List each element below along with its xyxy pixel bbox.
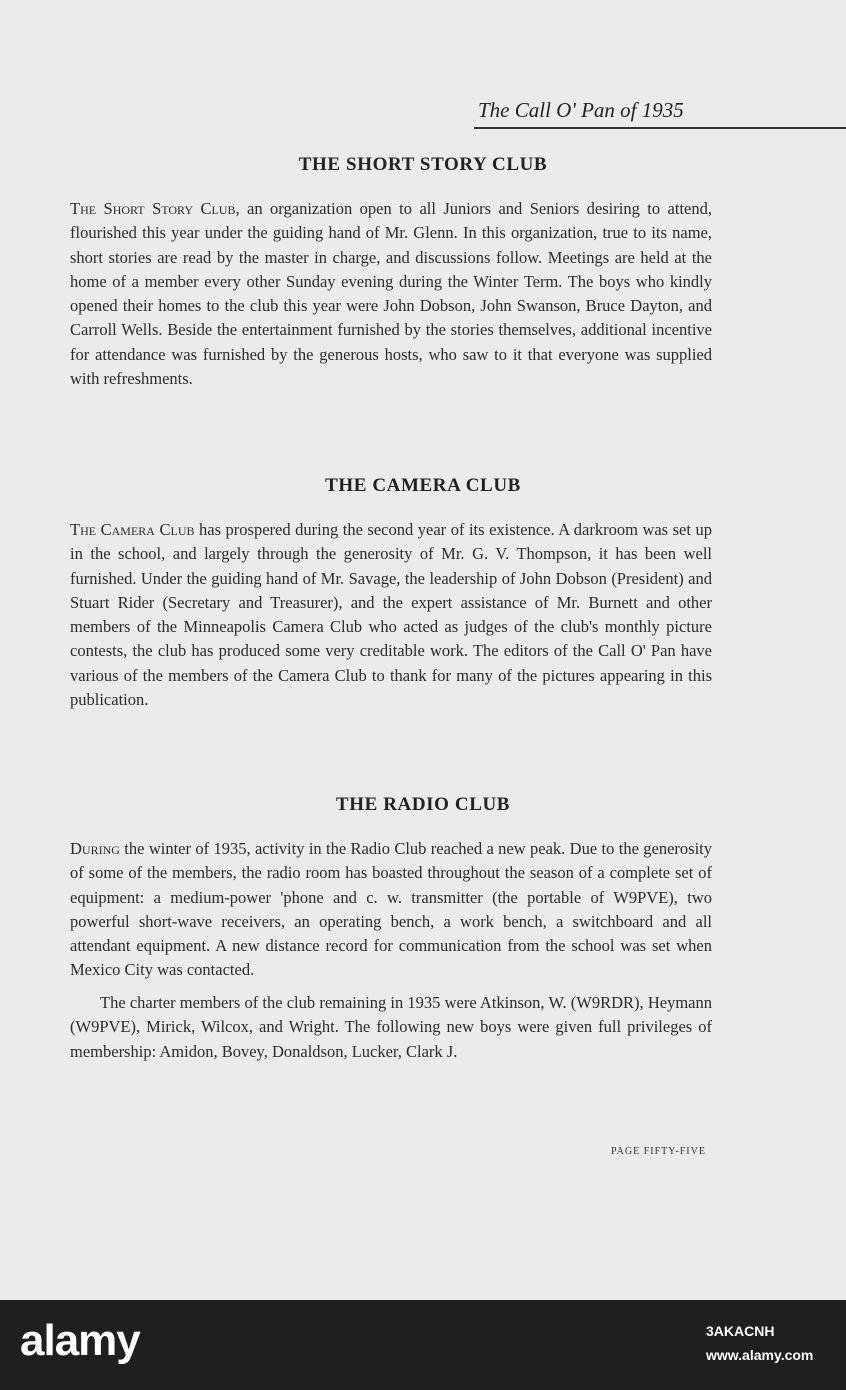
running-header: The Call O' Pan of 1935 [478,98,684,122]
image-id: 3AKACNH [706,1323,775,1339]
alamy-logo: alamy [20,1316,140,1365]
lead-in: The Camera Club [70,520,195,539]
lead-in: The Short Story Club, [70,199,240,218]
header-rule [474,127,846,129]
paragraph-short-story [70,197,712,391]
section-title-camera: THE CAMERA CLUB [325,475,521,496]
section-title-radio: THE RADIO CLUB [335,794,511,815]
lead-in: During [70,839,120,858]
paragraph-body: has prospered during the second year of its existence. A darkroom was set up in the school, and largely through the generosity of Mr. G. V. Thompson, it has been well furnished. Under the guiding hand of Mr. Savage, the leadership of John Dobson (President) and Stuart Rider (Secretary and Treasurer), and the expert assistance of Mr. Burnett and other members of the Minneapolis Camera Club who acted as judges of the club's monthly picture contests, the club has produced some very creditable work. The editors of the Call O' Pan have various of the members of the Camera Club to thank for many of the pictures appearing in this publication. [70,520,712,710]
paragraph-radio-members: The charter members of the club remaining in 1935 were Atkinson, W. (W9RDR), Heymann (W9PVE), Mirick, Wilcox, and Wright. The following new boys were given full privileges of membership: Amidon, Bovey, Donaldson, Lucker, Clark J. [70,993,712,1061]
paragraph-body: the winter of 1935, activity in the Radio Club reached a new peak. Due to the generosity of some of the members, the radio room has boasted throughout the season of a complete set of equipment: a medium-power 'phone and c. w. transmitter (the portable of W9PVE), two powerful short-wave receivers, an operating bench, a work bench, a switchboard and all attendant equipment. A new distance record for communication from the school was set when Mexico City was contacted. [70,839,712,980]
paragraph-radio [70,837,712,983]
watermark-footer [0,1300,846,1390]
paragraph-body: an organization open to all Juniors and Seniors desiring to attend, flourished this year under the guiding hand of Mr. Glenn. In this organization, true to its name, short stories are read by the master in charge, and discussions follow. Meetings are held at the home of a member every other Sunday evening during the Winter Term. The boys who kindly opened their homes to the club this year were John Dobson, John Swanson, Bruce Dayton, and Carroll Wells. Beside the entertainment furnished by the stories themselves, additional incentive for attendance was furnished by the generous hosts, who saw to it that everyone was supplied with refreshments. [70,199,712,389]
section-title-short-story: THE SHORT STORY CLUB [298,154,548,175]
watermark-url: www.alamy.com [706,1347,814,1363]
paragraph-camera [70,518,712,712]
page-number: PAGE FIFTY-FIVE [611,1146,706,1157]
